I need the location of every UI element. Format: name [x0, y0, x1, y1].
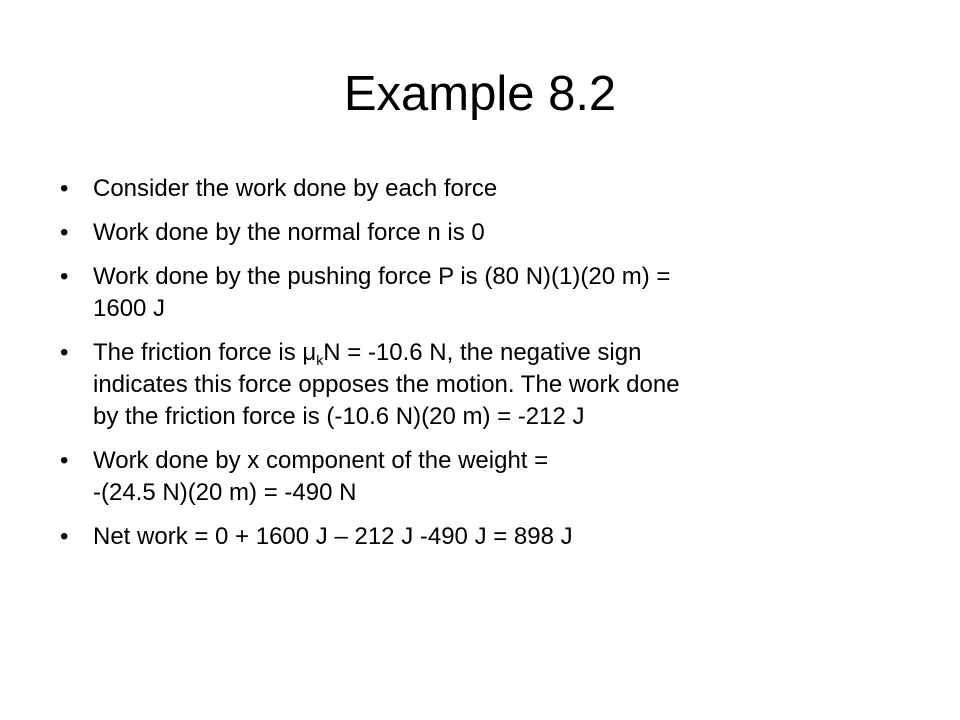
bullet-icon: • — [60, 263, 69, 290]
subscript-k: k — [316, 352, 324, 368]
bullet-text-line: Work done by the pushing force P is (80 N)(1)(20 m) = — [93, 263, 671, 290]
bullet-icon: • — [60, 339, 69, 366]
bullet-item — [60, 445, 890, 509]
bullet-list — [60, 173, 890, 565]
bullet-icon: • — [60, 175, 69, 202]
bullet-icon: • — [60, 219, 69, 246]
bullet-text-line: 1600 J — [93, 295, 166, 322]
bullet-item — [60, 217, 890, 249]
bullet-item — [60, 261, 890, 325]
bullet-text: Net work = 0 + 1600 J – 212 J -490 J = 898 J — [93, 523, 573, 550]
slide-title: Example 8.2 — [343, 67, 617, 121]
bullet-text-line: by the friction force is (-10.6 N)(20 m) = -212 J — [93, 403, 585, 430]
bullet-text-line: -(24.5 N)(20 m) = -490 N — [93, 479, 357, 506]
bullet-text-prefix: The friction force is μ — [93, 339, 317, 366]
bullet-text-line: Work done by x component of the weight = — [93, 447, 549, 474]
bullet-text-suffix: N = -10.6 N, the negative sign — [323, 339, 642, 366]
bullet-item — [60, 337, 890, 433]
bullet-text: Consider the work done by each force — [93, 175, 498, 202]
bullet-item — [60, 173, 890, 205]
bullet-icon: • — [60, 523, 69, 550]
bullet-item — [60, 521, 890, 553]
bullet-text-line: indicates this force opposes the motion. The work done — [93, 371, 680, 398]
bullet-text: Work done by the normal force n is 0 — [93, 219, 485, 246]
bullet-icon: • — [60, 447, 69, 474]
